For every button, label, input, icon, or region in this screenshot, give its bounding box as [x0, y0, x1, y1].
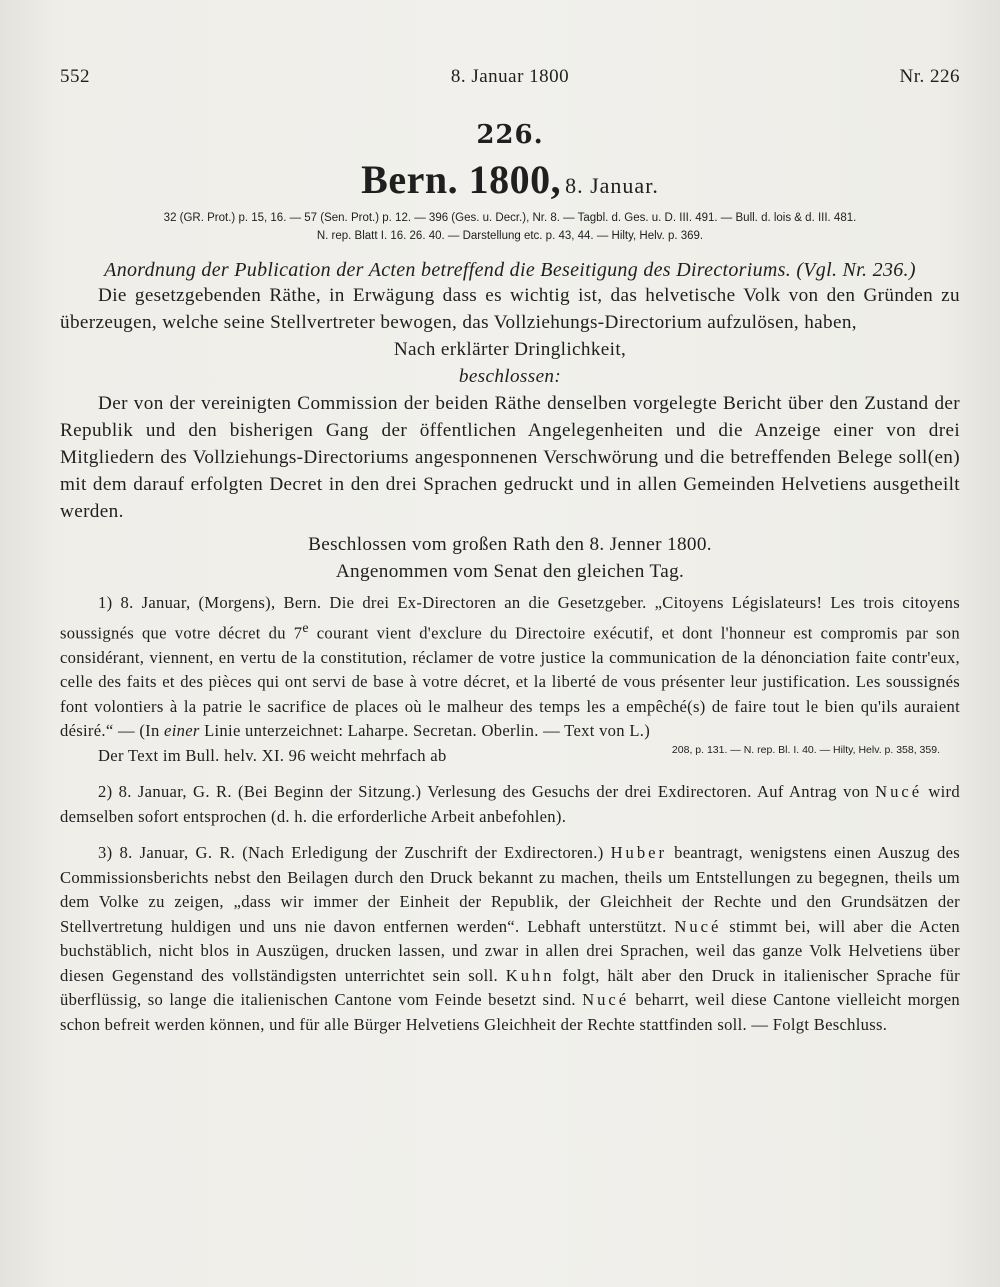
document-number: 226.	[476, 120, 544, 150]
note-1: 1) 8. Januar, (Morgens), Bern. Die drei Ex-Directoren an die Gesetzgeber. „Citoyens Législateurs! Les trois citoyens soussignés que votre décret du 7e courant vient d'exclure du Directoire exécutif, et dont l'honneur est compromis par son considérant, viennent, en vertu de la constitution, réclamer de votre justice la communication de la dénonciation faite contr'eux, celle des faits et des pièces qui ont servi de base à votre décret, et la liberté de vous présenter leur justification. Les soussignés font volontiers à la patrie le sacrifice de places où le malheur des temps les a empêché(s) de faire tout le bien qu'ils auraient désiré.“ — (In einer Linie unterzeichnet: Laharpe. Secretan. Oberlin. — Text von L.)	[60, 593, 960, 741]
closing-great-council: Beschlossen vom großen Rath den 8. Jenner 1800.	[308, 534, 712, 555]
closing-senate: Angenommen vom Senat den gleichen Tag.	[335, 561, 685, 582]
decision-paragraph: Der von der vereinigten Commission der beiden Räthe denselben vorgelegte Bericht über den Zustand der Republik und den bisherigen Gang der öffentlichen Angelegenheiten und die Anzeige einer von drei Mitgliedern des Vollziehungs-Directoriums angesponnenen Verschwörung und die betreffenden Belege soll(en) mit dem darauf erfolgten Decret in den drei Sprachen gedruckt und in allen Gemeinden Helvetiens ausgetheilt werden.	[60, 393, 960, 522]
note-3: 3) 8. Januar, G. R. (Nach Erledigung der Zuschrift der Exdirectoren.) Huber beantragt, wenigstens einen Auszug des Commissionsberichts nebst den Beilagen durch den Druck bekannt zu machen, theils um Entstellungen zu begegnen, theils um dem Volke zu zeigen, „dass wir immer der Einheit der Republik, der Gleichheit der Rechte und den Grundsätzen der Stellvertretung huldigen und uns nie davon entfernen werden“. Lebhaft unterstützt. Nucé stimmt bei, will aber die Acten buchstäblich, nicht blos in Auszügen, drucken lassen, und zwar in allen drei Sprachen, weil das ganze Volk Helvetiens über diesen Gegenstand des vollständigsten unterrichtet sein soll. Kuhn folgt, hält aber den Druck in italienischer Sprache für überflüssig, so lange die italienischen Cantone vom Feinde besetzt sind. Nucé beharrt, weil diese Cantone vielleicht morgen schon befreit werden können, und für alle Bürger Helvetiens Gleichheit der Rechte stattfinden soll. — Folgt Beschluss.	[60, 843, 961, 1034]
page-number: 552	[60, 66, 90, 87]
document-number-header: Nr. 226	[899, 66, 960, 87]
urgency-line: Nach erklärter Dringlichkeit,	[393, 339, 627, 360]
header-date: 8. Januar 1800	[450, 66, 570, 87]
page-content	[60, 66, 960, 1037]
note-1-reference: 208, p. 131. — N. rep. Bl. I. 40. — Hilty, Helv. p. 358, 359.	[671, 744, 940, 757]
resolved-line: beschlossen:	[458, 366, 562, 387]
source-line: N. rep. Blatt I. 16. 26. 40. — Darstellung etc. p. 43, 44. — Hilty, Helv. p. 369.	[316, 230, 704, 242]
preamble-paragraph: Die gesetzgebenden Räthe, in Erwägung dass es wichtig ist, das helvetische Volk von den Gründen zu überzeugen, welche seine Stellvertreter bewogen, das Vollziehungs-Directorium aufzulösen, haben,	[60, 285, 960, 333]
place-day: 8. Januar.	[565, 173, 659, 198]
document-heading: Anordnung der Publication der Acten betreffend die Beseitigung des Directoriums. (Vgl. Nr. 236.)	[104, 259, 916, 281]
note-2: 2) 8. Januar, G. R. (Bei Beginn der Sitzung.) Verlesung des Gesuchs der drei Exdirectoren. Auf Antrag von Nucé wird demselben sofort entsprochen (d. h. die erforderliche Arbeit anbefohlen).	[60, 782, 960, 826]
note-1-remark: Der Text im Bull. helv. XI. 96 weicht mehrfach ab	[98, 745, 447, 765]
place-year: Bern. 1800,	[361, 157, 562, 202]
source-references	[60, 209, 960, 245]
document-place-date	[60, 156, 960, 203]
running-header	[60, 66, 960, 88]
source-line: 32 (GR. Prot.) p. 15, 16. — 57 (Sen. Prot.) p. 12. — 396 (Ges. u. Decr.), Nr. 8. — Tagbl. d. Ges. u. D. III. 491. — Bull. d. lois & d. III. 481.	[163, 212, 857, 224]
note-1-reference-row	[60, 744, 960, 769]
